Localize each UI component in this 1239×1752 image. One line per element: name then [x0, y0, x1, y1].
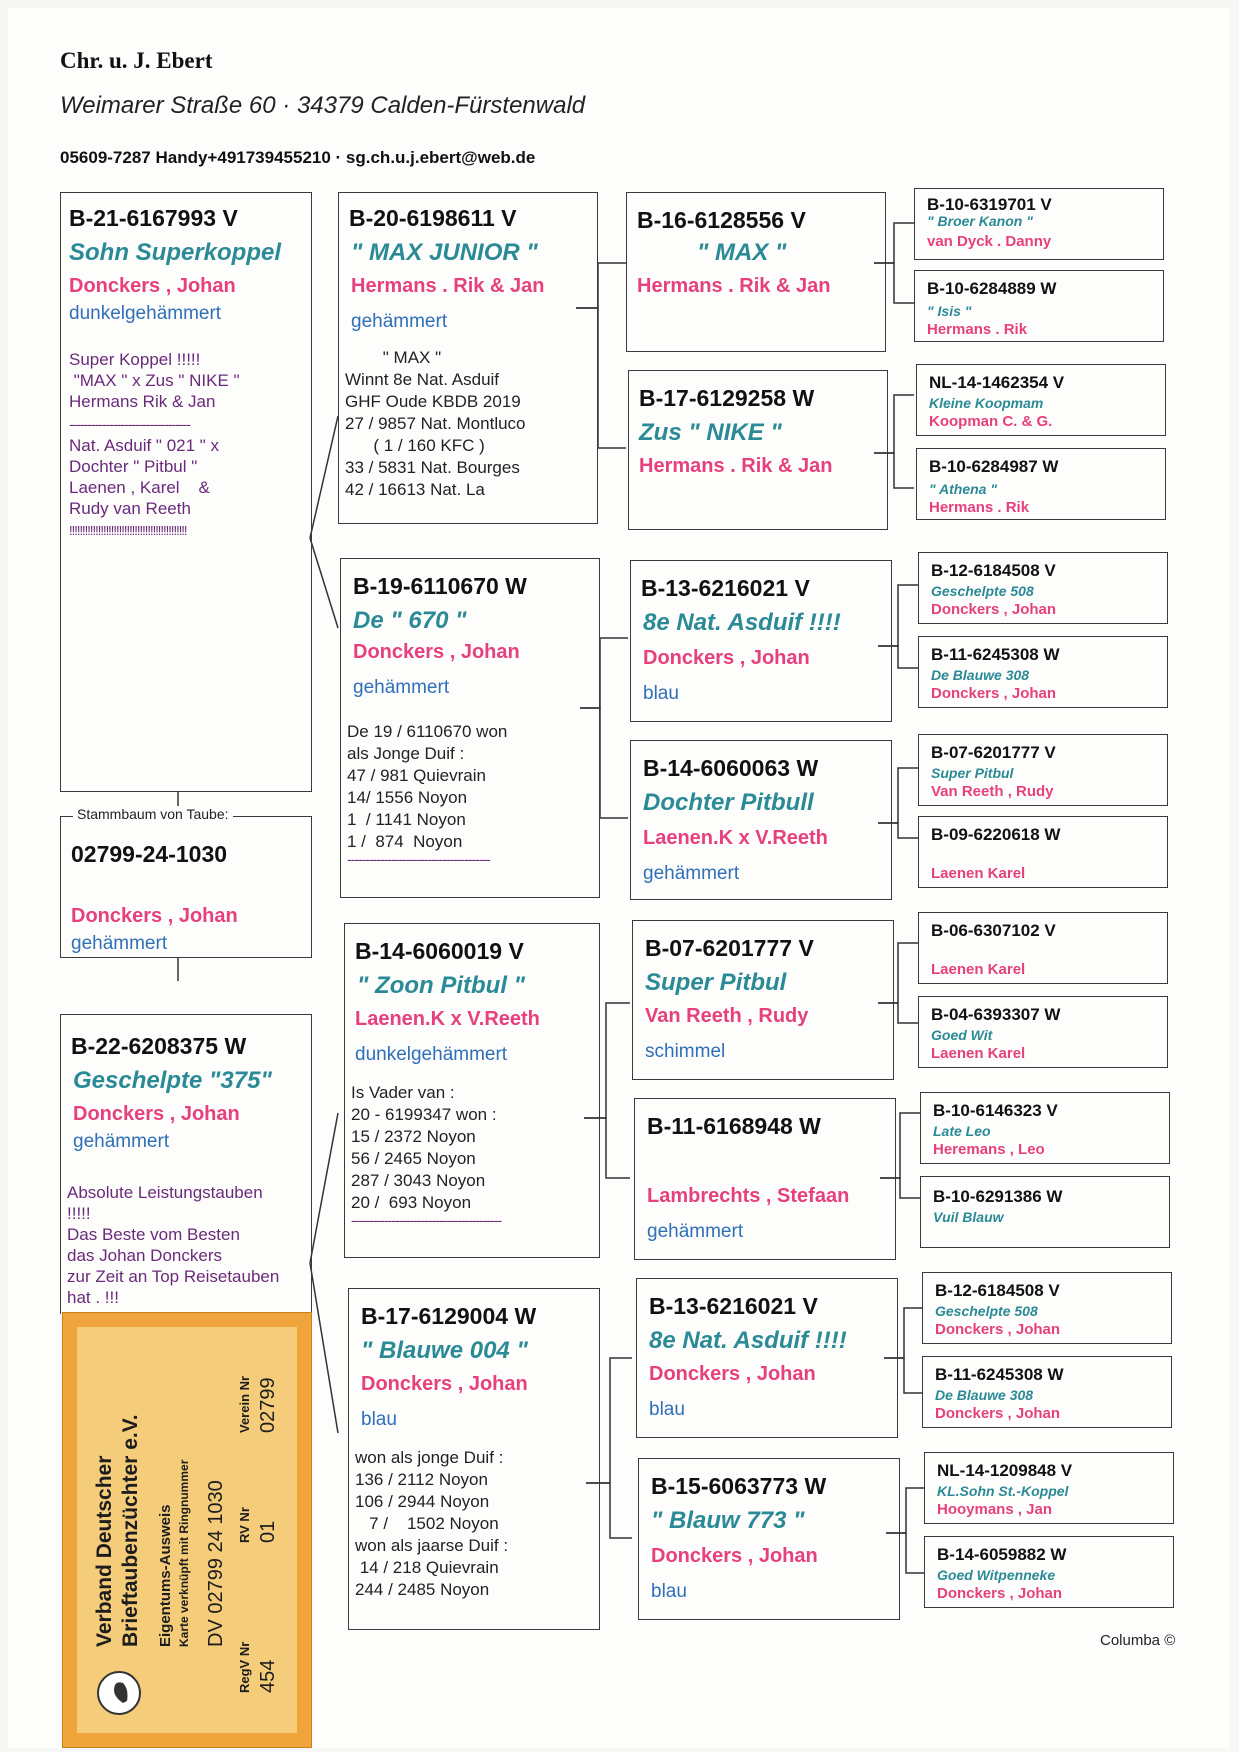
- ggp-name: Vuil Blauw: [933, 1209, 1004, 1225]
- ggp-owner: Heremans , Leo: [933, 1141, 1045, 1158]
- card-subtitle-2: Karte verknüpft mit Ringnummer: [177, 1459, 191, 1647]
- ggp-ring: B-07-6201777 V: [931, 743, 1056, 762]
- ggp-name: Goed Witpenneke: [937, 1567, 1056, 1583]
- grandparent-name: " Blauw 773 ": [651, 1507, 805, 1534]
- grandparent-owner: Lambrechts , Stefaan: [647, 1185, 850, 1207]
- rv-value: 01: [257, 1520, 279, 1543]
- grandparent-ring: B-15-6063773 W: [651, 1473, 827, 1499]
- stammbaum-number: 02799-24-1030: [71, 841, 228, 867]
- ggp-ring: B-10-6291386 W: [933, 1187, 1063, 1206]
- grandparent-name: 8e Nat. Asduif !!!!: [643, 609, 841, 636]
- parent-owner: Laenen.K x V.Reeth: [355, 1008, 540, 1030]
- parent-box-4: [348, 1288, 600, 1630]
- parent-box-2: [340, 558, 600, 898]
- greatgrandparent-box-12: [920, 1176, 1170, 1248]
- parent-divider: -----------------------------------------: [351, 1212, 502, 1228]
- grandparent-name: Zus " NIKE ": [639, 419, 782, 446]
- grandparent-box-4: [630, 740, 892, 900]
- ggp-name: " Broer Kanon ": [927, 213, 1033, 229]
- grandparent-name: " MAX ": [697, 239, 787, 266]
- ggp-ring: B-10-6284889 W: [927, 279, 1057, 298]
- ggp-owner: Hermans . Rik: [929, 499, 1030, 516]
- dam-box: [60, 1014, 312, 1314]
- grandparent-name: Dochter Pitbull: [643, 789, 814, 816]
- grandparent-owner: Van Reeth , Rudy: [645, 1005, 809, 1027]
- grandparent-box-1: [626, 192, 886, 352]
- ownership-card: [62, 1312, 312, 1748]
- card-title-1: Verband Deutscher: [93, 1455, 116, 1647]
- parent-notes: De 19 / 6110670 won als Jonge Duif : 47 / 981 Quievrain 14/ 1556 Noyon 1 / 1141 Noyon 1 / 874 Noyon: [347, 722, 508, 851]
- parent-name: " Zoon Pitbul ": [357, 972, 526, 999]
- parent-notes: won als jonge Duif : 136 / 2112 Noyon 106 / 2944 Noyon 7 / 1502 Noyon won als jaarse Duif : 14 / 218 Quievrain 244 / 2485 Noyon: [355, 1448, 509, 1599]
- rv-label: RV Nr: [237, 1507, 252, 1543]
- parent-owner: Hermans . Rik & Jan: [351, 275, 545, 297]
- parent-name: De " 670 ": [353, 607, 467, 634]
- parent-color: blau: [361, 1409, 397, 1430]
- parent-ring: B-20-6198611 V: [349, 205, 517, 231]
- greatgrandparent-box-11: [920, 1092, 1170, 1164]
- subject-divider: ---------------------------------: [69, 416, 190, 432]
- verein-label: Verein Nr: [237, 1375, 252, 1433]
- grandparent-color: blau: [651, 1581, 687, 1602]
- parent-ring: B-14-6060019 V: [355, 938, 524, 964]
- dam-ring: B-22-6208375 W: [71, 1033, 247, 1059]
- grandparent-owner: Laenen.K x V.Reeth: [643, 827, 828, 849]
- ggp-ring: B-11-6245308 W: [931, 645, 1060, 664]
- regv-label: RegV Nr: [237, 1641, 252, 1693]
- ggp-owner: Donckers , Johan: [937, 1585, 1063, 1602]
- greatgrandparent-box-14: [922, 1356, 1172, 1428]
- ggp-owner: van Dyck . Danny: [927, 233, 1052, 250]
- greatgrandparent-box-4: [916, 448, 1166, 520]
- parent-ring: B-19-6110670 W: [353, 573, 527, 599]
- verein-value: 02799: [257, 1377, 279, 1433]
- ggp-name: Geschelpte 508: [935, 1303, 1038, 1319]
- stammbaum-box: [60, 806, 312, 958]
- greatgrandparent-box-15: [924, 1452, 1174, 1524]
- ggp-owner: Hooymans , Jan: [937, 1501, 1053, 1518]
- greatgrandparent-box-5: [918, 552, 1168, 624]
- grandparent-box-2: [628, 370, 888, 530]
- parent-box-3: [344, 923, 600, 1258]
- parent-owner: Donckers , Johan: [361, 1373, 528, 1395]
- parent-name: " Blauwe 004 ": [361, 1337, 528, 1364]
- ggp-ring: B-10-6319701 V: [927, 195, 1052, 214]
- dam-owner: Donckers , Johan: [73, 1103, 240, 1125]
- card-code: DV 02799 24 1030: [205, 1480, 227, 1647]
- ggp-ring: B-14-6059882 W: [937, 1545, 1067, 1564]
- greatgrandparent-box-10: [918, 996, 1168, 1068]
- ggp-owner: Laenen Karel: [931, 1045, 1026, 1062]
- ggp-name: Super Pitbul: [931, 765, 1014, 781]
- subject-owner: Donckers , Johan: [69, 275, 236, 297]
- grandparent-name: 8e Nat. Asduif !!!!: [649, 1327, 847, 1354]
- breeder-address: Weimarer Straße 60 · 34379 Calden-Fürstenwald: [60, 92, 586, 119]
- stammbaum-owner: Donckers , Johan: [71, 905, 238, 927]
- greatgrandparent-box-3: [916, 364, 1166, 436]
- greatgrandparent-box-7: [918, 734, 1168, 806]
- parent-color: gehämmert: [351, 311, 448, 332]
- greatgrandparent-box-1: [914, 188, 1164, 260]
- parent-color: gehämmert: [353, 677, 450, 698]
- grandparent-color: gehämmert: [643, 863, 740, 884]
- greatgrandparent-box-6: [918, 636, 1168, 708]
- parent-divider: ---------------------------------------: [347, 851, 490, 867]
- ggp-ring: NL-14-1462354 V: [929, 373, 1065, 392]
- ggp-owner: Hermans . Rik: [927, 321, 1028, 338]
- greatgrandparent-box-16: [924, 1536, 1174, 1608]
- grandparent-owner: Hermans . Rik & Jan: [639, 455, 833, 477]
- subject-box: [60, 192, 312, 792]
- subject-notes-a: Super Koppel !!!!! "MAX " x Zus " NIKE " Hermans Rik & Jan: [69, 350, 240, 411]
- grandparent-ring: B-16-6128556 V: [637, 207, 806, 233]
- grandparent-ring: B-13-6216021 V: [649, 1293, 818, 1319]
- ggp-ring: B-12-6184508 V: [935, 1281, 1060, 1300]
- ggp-name: Goed Wit: [931, 1027, 993, 1043]
- ggp-name: " Athena ": [929, 481, 997, 497]
- subject-exclaim: !!!!!!!!!!!!!!!!!!!!!!!!!!!!!!!!!!!!!!!!!!!!!: [69, 523, 187, 538]
- ggp-name: KL.Sohn St.-Koppel: [937, 1483, 1069, 1499]
- grandparent-box-8: [638, 1458, 900, 1620]
- stammbaum-color: gehämmert: [71, 933, 168, 954]
- greatgrandparent-box-8: [918, 816, 1168, 888]
- grandparent-color: gehämmert: [647, 1221, 744, 1242]
- subject-color: dunkelgehämmert: [69, 303, 222, 324]
- parent-owner: Donckers , Johan: [353, 641, 520, 663]
- ggp-name: Late Leo: [933, 1123, 991, 1139]
- ggp-name: De Blauwe 308: [931, 667, 1030, 683]
- ggp-owner: Laenen Karel: [931, 865, 1026, 882]
- ggp-owner: Donckers , Johan: [935, 1405, 1061, 1422]
- ggp-ring: B-06-6307102 V: [931, 921, 1056, 940]
- dam-color: gehämmert: [73, 1131, 170, 1152]
- ggp-owner: Laenen Karel: [931, 961, 1026, 978]
- grandparent-owner: Donckers , Johan: [643, 647, 810, 669]
- copyright: Columba ©: [1100, 1632, 1176, 1649]
- ownership-card-inner: [77, 1327, 297, 1733]
- grandparent-ring: B-14-6060063 W: [643, 755, 819, 781]
- ggp-ring: B-10-6146323 V: [933, 1101, 1058, 1120]
- card-title-2: Brieftaubenzüchter e.V.: [119, 1414, 142, 1647]
- ggp-ring: B-09-6220618 W: [931, 825, 1061, 844]
- grandparent-ring: B-13-6216021 V: [641, 575, 810, 601]
- ggp-ring: B-11-6245308 W: [935, 1365, 1064, 1384]
- subject-ring: B-21-6167993 V: [69, 205, 238, 231]
- greatgrandparent-box-2: [914, 270, 1164, 342]
- ggp-ring: B-12-6184508 V: [931, 561, 1056, 580]
- dam-name: Geschelpte "375": [73, 1067, 272, 1094]
- regv-value: 454: [257, 1659, 279, 1693]
- greatgrandparent-box-9: [918, 912, 1168, 984]
- parent-ring: B-17-6129004 W: [361, 1303, 537, 1329]
- ggp-owner: Donckers , Johan: [931, 601, 1057, 618]
- grandparent-ring: B-07-6201777 V: [645, 935, 814, 961]
- ggp-owner: Donckers , Johan: [931, 685, 1057, 702]
- ggp-ring: B-04-6393307 W: [931, 1005, 1061, 1024]
- ggp-name: Geschelpte 508: [931, 583, 1034, 599]
- subject-name: Sohn Superkoppel: [69, 239, 282, 266]
- grandparent-box-3: [630, 560, 892, 722]
- grandparent-ring: B-11-6168948 W: [647, 1113, 821, 1139]
- grandparent-box-7: [636, 1278, 898, 1438]
- ggp-owner: Koopman C. & G.: [929, 413, 1053, 430]
- breeder-contact: 05609-7287 Handy+491739455210 · sg.ch.u.j.ebert@web.de: [60, 148, 536, 167]
- parent-box-1: [338, 192, 598, 524]
- grandparent-owner: Hermans . Rik & Jan: [637, 275, 831, 297]
- dam-notes: Absolute Leistungstauben !!!!! Das Beste vom Besten das Johan Donckers zur Zeit an Top Reisetauben hat . !!!: [67, 1183, 280, 1307]
- ggp-owner: Van Reeth , Rudy: [931, 783, 1054, 800]
- grandparent-name: Super Pitbul: [645, 969, 787, 996]
- stammbaum-label: Stammbaum von Taube:: [73, 806, 233, 822]
- association-logo-icon: [97, 1671, 141, 1715]
- grandparent-box-6: [634, 1098, 896, 1260]
- greatgrandparent-box-13: [922, 1272, 1172, 1344]
- grandparent-owner: Donckers , Johan: [651, 1545, 818, 1567]
- parent-name: " MAX JUNIOR ": [351, 239, 538, 266]
- ggp-ring: B-10-6284987 W: [929, 457, 1059, 476]
- grandparent-color: blau: [649, 1399, 685, 1420]
- parent-color: dunkelgehämmert: [355, 1044, 508, 1065]
- breeder-name: Chr. u. J. Ebert: [60, 48, 213, 73]
- ggp-owner: Donckers , Johan: [935, 1321, 1061, 1338]
- ggp-name: De Blauwe 308: [935, 1387, 1034, 1403]
- ggp-name: Kleine Koopmam: [929, 395, 1044, 411]
- grandparent-color: schimmel: [645, 1041, 726, 1062]
- ggp-ring: NL-14-1209848 V: [937, 1461, 1073, 1480]
- parent-notes: " MAX " Winnt 8e Nat. Asduif GHF Oude KBDB 2019 27 / 9857 Nat. Montluco ( 1 / 160 KFC ) 33 / 5831 Nat. Bourges 42 / 16613 Nat. La: [345, 348, 526, 499]
- subject-notes-b: Nat. Asduif " 021 " x Dochter " Pitbul " Laenen , Karel & Rudy van Reeth: [69, 436, 220, 518]
- grandparent-owner: Donckers , Johan: [649, 1363, 816, 1385]
- grandparent-ring: B-17-6129258 W: [639, 385, 815, 411]
- card-subtitle-1: Eigentums-Ausweis: [157, 1504, 174, 1647]
- grandparent-color: blau: [643, 683, 679, 704]
- parent-notes: Is Vader van : 20 - 6199347 won : 15 / 2372 Noyon 56 / 2465 Noyon 287 / 3043 Noyon 20 / 693 Noyon: [351, 1083, 497, 1212]
- ggp-name: " Isis ": [927, 303, 972, 319]
- grandparent-box-5: [632, 920, 894, 1080]
